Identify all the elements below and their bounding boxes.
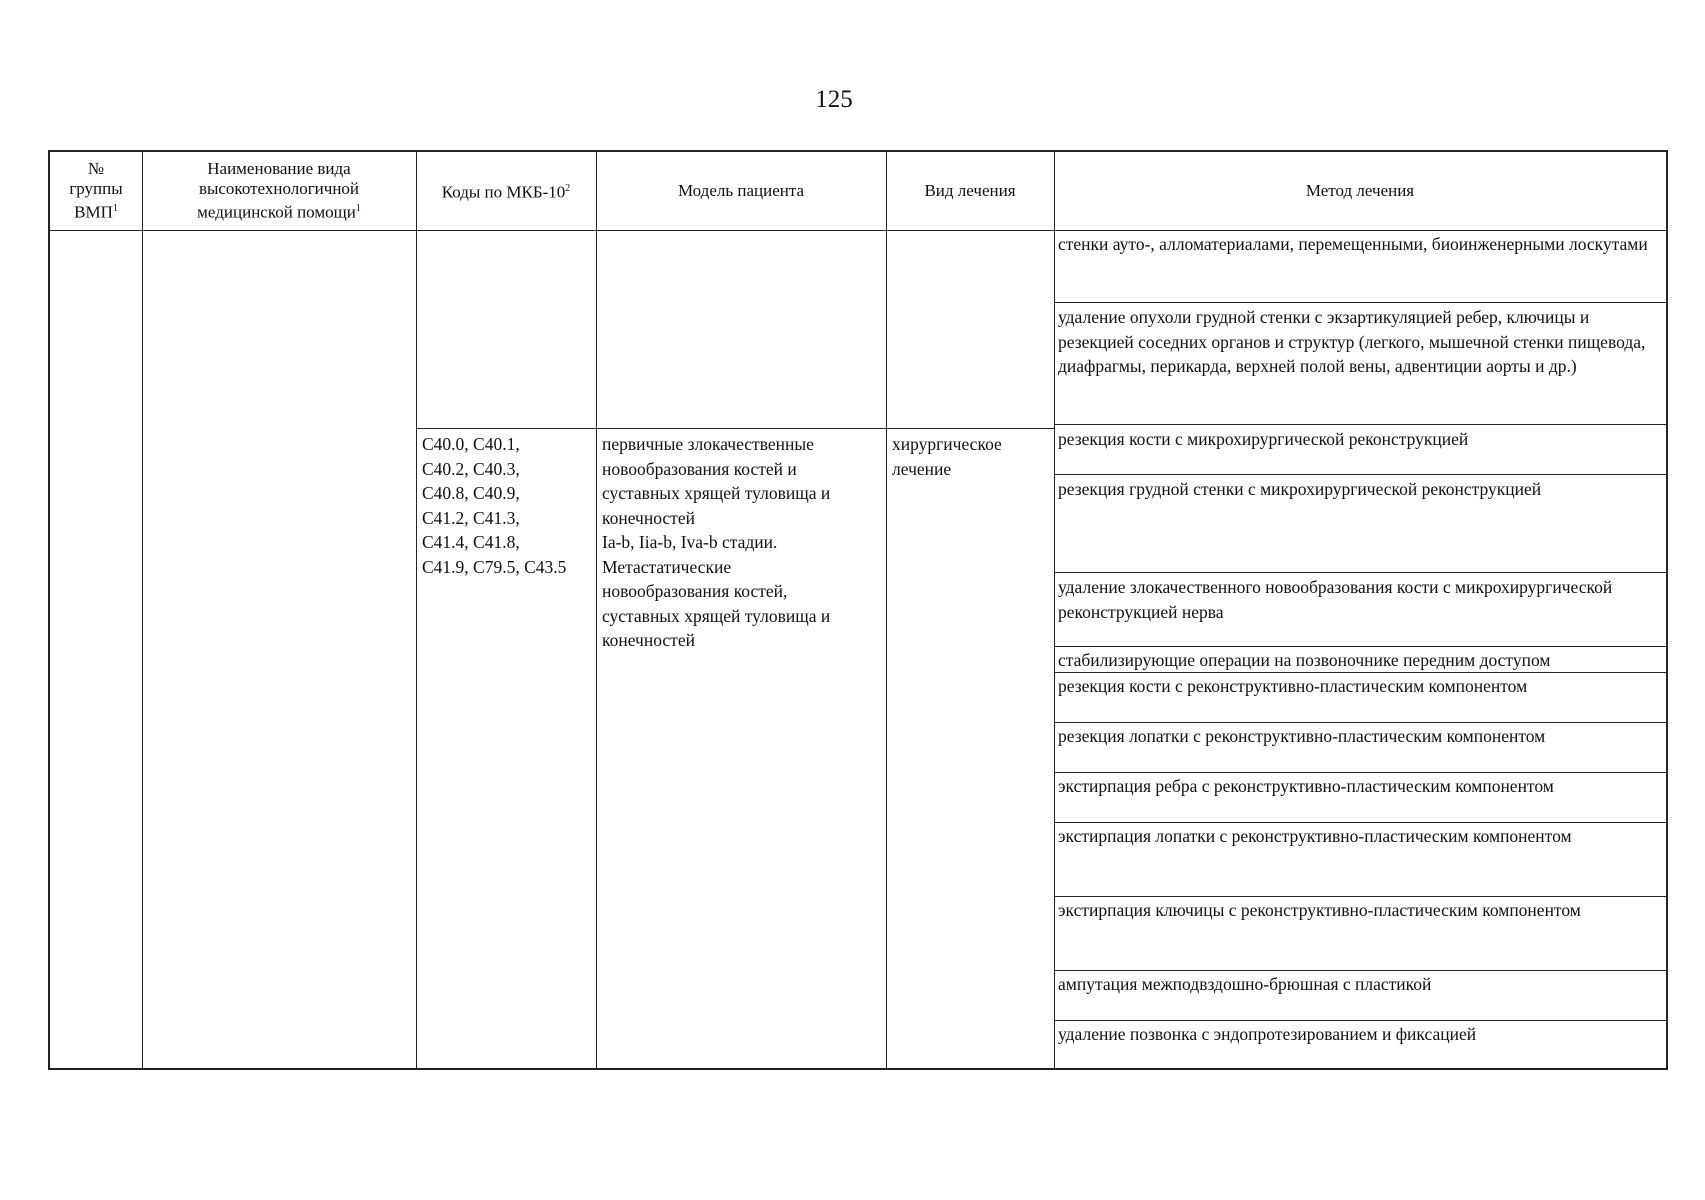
method-item: экстирпация лопатки с реконструктивно-пластическим компонентом bbox=[1058, 826, 1572, 846]
method-divider bbox=[1054, 572, 1666, 573]
patient-model-cell: первичные злокачественные новообразования костей и суставных хрящей туловища и конечностей Ia-b, Iia-b, Iva-b стадии. Метастатические новообразования костей, суставных хрящей туловища и конечностей bbox=[602, 434, 831, 650]
method-item: экстирпация ключицы с реконструктивно-пластическим компонентом bbox=[1058, 900, 1581, 920]
column-divider bbox=[596, 152, 597, 1068]
method-divider bbox=[1054, 722, 1666, 723]
method-divider bbox=[1054, 772, 1666, 773]
row-divider bbox=[416, 428, 1054, 429]
header-group-number: № группы ВМП$^1$ bbox=[69, 159, 123, 222]
method-item: ампутация межподвздошно-брюшная с пластикой bbox=[1058, 974, 1432, 994]
method-item: резекция кости с реконструктивно-пластическим компонентом bbox=[1058, 676, 1528, 696]
method-divider bbox=[1054, 822, 1666, 823]
header-divider bbox=[50, 230, 1666, 231]
header-icd-codes: Коды по МКБ-$10^2$ bbox=[441, 182, 571, 202]
method-divider bbox=[1054, 1020, 1666, 1021]
method-item: удаление злокачественного новообразования кости с микрохирургической реконструкцией нерва bbox=[1058, 577, 1613, 622]
column-divider bbox=[142, 152, 143, 1068]
method-item: стенки ауто-, алломатериалами, перемещенными, биоинженерными лоскутами bbox=[1058, 234, 1648, 254]
method-item: стабилизирующие операции на позвоночнике передним доступом bbox=[1058, 650, 1551, 670]
column-divider bbox=[1054, 152, 1055, 1068]
page-number: 125 bbox=[815, 86, 853, 113]
header-treatment-method: Метод лечения bbox=[1305, 181, 1415, 200]
method-item: резекция кости с микрохирургической реконструкцией bbox=[1058, 429, 1469, 449]
method-divider bbox=[1054, 970, 1666, 971]
method-item: резекция лопатки с реконструктивно-пластическим компонентом bbox=[1058, 726, 1546, 746]
method-item: удаление опухоли грудной стенки с экзартикуляцией ребер, ключицы и резекцией соседних органов и структур (легкого, мышечной стенки пищевода, диафрагмы, перикарда, верхней полой вены, адвентиции аорты и др.) bbox=[1058, 307, 1646, 376]
header-patient-model: Модель пациента bbox=[677, 181, 805, 200]
icd-codes-cell: C40.0, C40.1, C40.2, C40.3, C40.8, C40.9, C41.2, C41.3, C41.4, C41.8, C41.9, C79.5, C43.5 bbox=[422, 434, 567, 577]
method-divider bbox=[1054, 474, 1666, 475]
treatment-table bbox=[48, 150, 1668, 1070]
treatment-type-cell: хирургическое лечение bbox=[892, 434, 1002, 479]
header-care-type: Наименование вида высокотехнологичной медицинской помощи$^1$ bbox=[197, 159, 361, 222]
method-item: экстирпация ребра с реконструктивно-пластическим компонентом bbox=[1058, 776, 1554, 796]
method-item: резекция грудной стенки с микрохирургической реконструкцией bbox=[1058, 479, 1542, 499]
method-divider bbox=[1054, 896, 1666, 897]
column-divider bbox=[886, 152, 887, 1068]
column-divider bbox=[416, 152, 417, 1068]
method-item: удаление позвонка с эндопротезированием и фиксацией bbox=[1058, 1024, 1477, 1044]
method-divider bbox=[1054, 646, 1666, 647]
header-treatment-type: Вид лечения bbox=[924, 181, 1016, 200]
method-divider bbox=[1054, 302, 1666, 303]
method-divider bbox=[1054, 424, 1666, 425]
